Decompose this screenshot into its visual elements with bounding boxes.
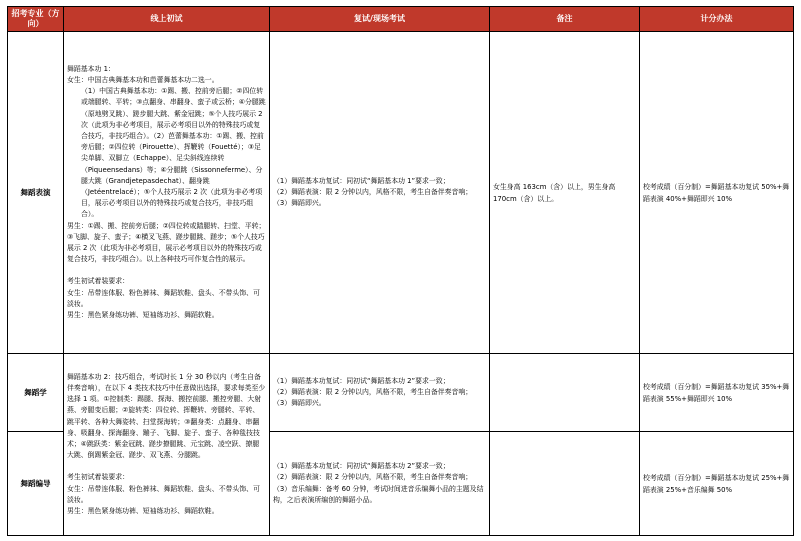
retest-content: [270, 32, 490, 354]
header-retest: 复试/现场考试: [270, 7, 490, 32]
major-name: 舞蹈编导: [8, 432, 64, 536]
table-header-row: [8, 7, 794, 32]
notes-cell: [490, 432, 640, 536]
initial-exam-content: [64, 32, 270, 354]
notes-cell: [490, 354, 640, 432]
retest-text: （1）舞蹈基本功复试：同初试“舞蹈基本功 2”要求一致；: [273, 376, 450, 385]
table-row-dance-performance: [8, 32, 794, 354]
header-online-initial: 线上初试: [64, 7, 270, 32]
header-notes: 备注: [490, 7, 640, 32]
scoring-cell: 校考成绩（百分制）=舞蹈基本功复试 25%+舞蹈表演 25%+音乐编舞 50%: [640, 432, 794, 536]
retest-text: （2）舞蹈表演：限 2 分钟以内，风格不限，考生自备伴奏音响；: [273, 187, 473, 196]
retest-text: （1）舞蹈基本功复试：同初试“舞蹈基本功 2”要求一致；: [273, 462, 450, 471]
scoring-cell: 校考成绩（百分制）=舞蹈基本功复试 35%+舞蹈表演 55%+舞蹈即兴 10%: [640, 354, 794, 432]
table-row-dance-studies: [8, 354, 794, 432]
major-name: 舞蹈学: [8, 354, 64, 432]
initial-text: 考生初试着装要求：: [67, 473, 130, 482]
initial-text: 舞蹈基本功 2：技巧组合，考试时长 1 分 30 秒以内（考生自备伴奏音响），在以下 4 类技术技巧中任意做出选择，要求每类至少选择 1 项。①控制类：踢腿、探海、搬控前腿、搬控旁腿、大射燕、旁腿变后腿；②旋转类：四位转、挥鞭转、旁腿转、平转、跳平转、各种大舞姿转、扫堂探海转；③翻身类：点翻身、串翻身、吸翻身、探海翻身、蹦子、飞脚、旋子、蛮子、各种毯技技术；④跳跃类：紫金冠跳、蹉步撩腿跳、元宝跳、凌空跃、撩腿大跳、倒踢紫金冠、蹉步、双飞燕、分腿跳。: [67, 372, 266, 460]
initial-exam-content: [64, 354, 270, 536]
initial-text: 女生：吊带连体服、粉色裤袜、舞蹈软鞋、盘头、不带头饰、可淡妆。: [67, 484, 260, 504]
admission-table: [7, 6, 794, 536]
initial-text: 男生：①踢、搬、控前旁后腿；②四位转或踏腿转、扫堂、平转；③飞脚、旋子、蛮子；④横叉飞燕、蹉步腿跳、蹉步；⑤个人技巧展示 2 次（此项为非必考项目，展示必考项目以外的特殊技巧或复合技巧，非技巧组合）。以上各种技巧可作复合性的展示。: [67, 221, 266, 264]
retest-content: [270, 354, 490, 432]
retest-text: （3）音乐编舞：备考 60 分钟，考试时间进音乐编舞小品的主题及结构，之后表演所编创的舞蹈小品。: [273, 484, 484, 504]
initial-text: 舞蹈基本功 1：: [67, 64, 115, 73]
notes-cell: 女生身高 163cm（含）以上，男生身高 170cm（含）以上。: [490, 32, 640, 354]
retest-text: （2）舞蹈表演：限 2 分钟以内，风格不限，考生自备伴奏音响；: [273, 387, 473, 396]
major-name: 舞蹈表演: [8, 32, 64, 354]
initial-text: 女生：吊带连体服、粉色裤袜、舞蹈软鞋、盘头、不带头饰、可淡妆。: [67, 288, 260, 308]
initial-text: 考生初试着装要求：: [67, 277, 130, 286]
initial-text: 女生：中国古典舞基本功和芭蕾舞基本功二选一。: [67, 75, 219, 84]
retest-text: （2）舞蹈表演：限 2 分钟以内，风格不限，考生自备伴奏音响；: [273, 473, 473, 482]
header-major: 招考专业（方向）: [8, 7, 64, 32]
retest-text: （3）舞蹈即兴。: [273, 399, 326, 408]
scoring-cell: 校考成绩（百分制）=舞蹈基本功复试 50%+舞蹈表演 40%+舞蹈即兴 10%: [640, 32, 794, 354]
header-scoring: 计分办法: [640, 7, 794, 32]
initial-text: （1）中国古典舞基本功：①踢、搬、控前旁后腿；②四位转或端腿转、平转；③点翻身、串翻身、蛮子或云桥；④分腿跳（原地劈叉跳）、蹉步腿大跳、紫金冠跳；⑤个人技巧展示 2 次（此项为非必考项目，展示必考项目以外的特殊技巧或复合技巧，非技巧组合）。（2）芭蕾舞基本功：①踢、搬、控前旁后腿；②四位转（Pirouette）、挥鞭转（Fouetté）；③足尖单脚、双脚立（Echappe）、足尖斜线连续转（Piqueensedans）等；④分腿跳（Sissonneferme）、分腿大跳（Grandjetepasdechat）、翻身跳（Jetéentrelacé）；⑤个人技巧展示 2 次（此项为非必考项目，展示必考项目以外的特殊技巧或复合技巧，非技巧组合）。: [81, 87, 266, 219]
retest-text: （1）舞蹈基本功复试：同初试“舞蹈基本功 1”要求一致；: [273, 176, 450, 185]
retest-content: [270, 432, 490, 536]
initial-text: 男生：黑色紧身练功裤、短袖练功衫、舞蹈软鞋。: [67, 311, 219, 320]
retest-text: （3）舞蹈即兴。: [273, 199, 326, 208]
admission-table-container: [7, 6, 793, 535]
initial-text: 男生：黑色紧身练功裤、短袖练功衫、舞蹈软鞋。: [67, 507, 219, 516]
